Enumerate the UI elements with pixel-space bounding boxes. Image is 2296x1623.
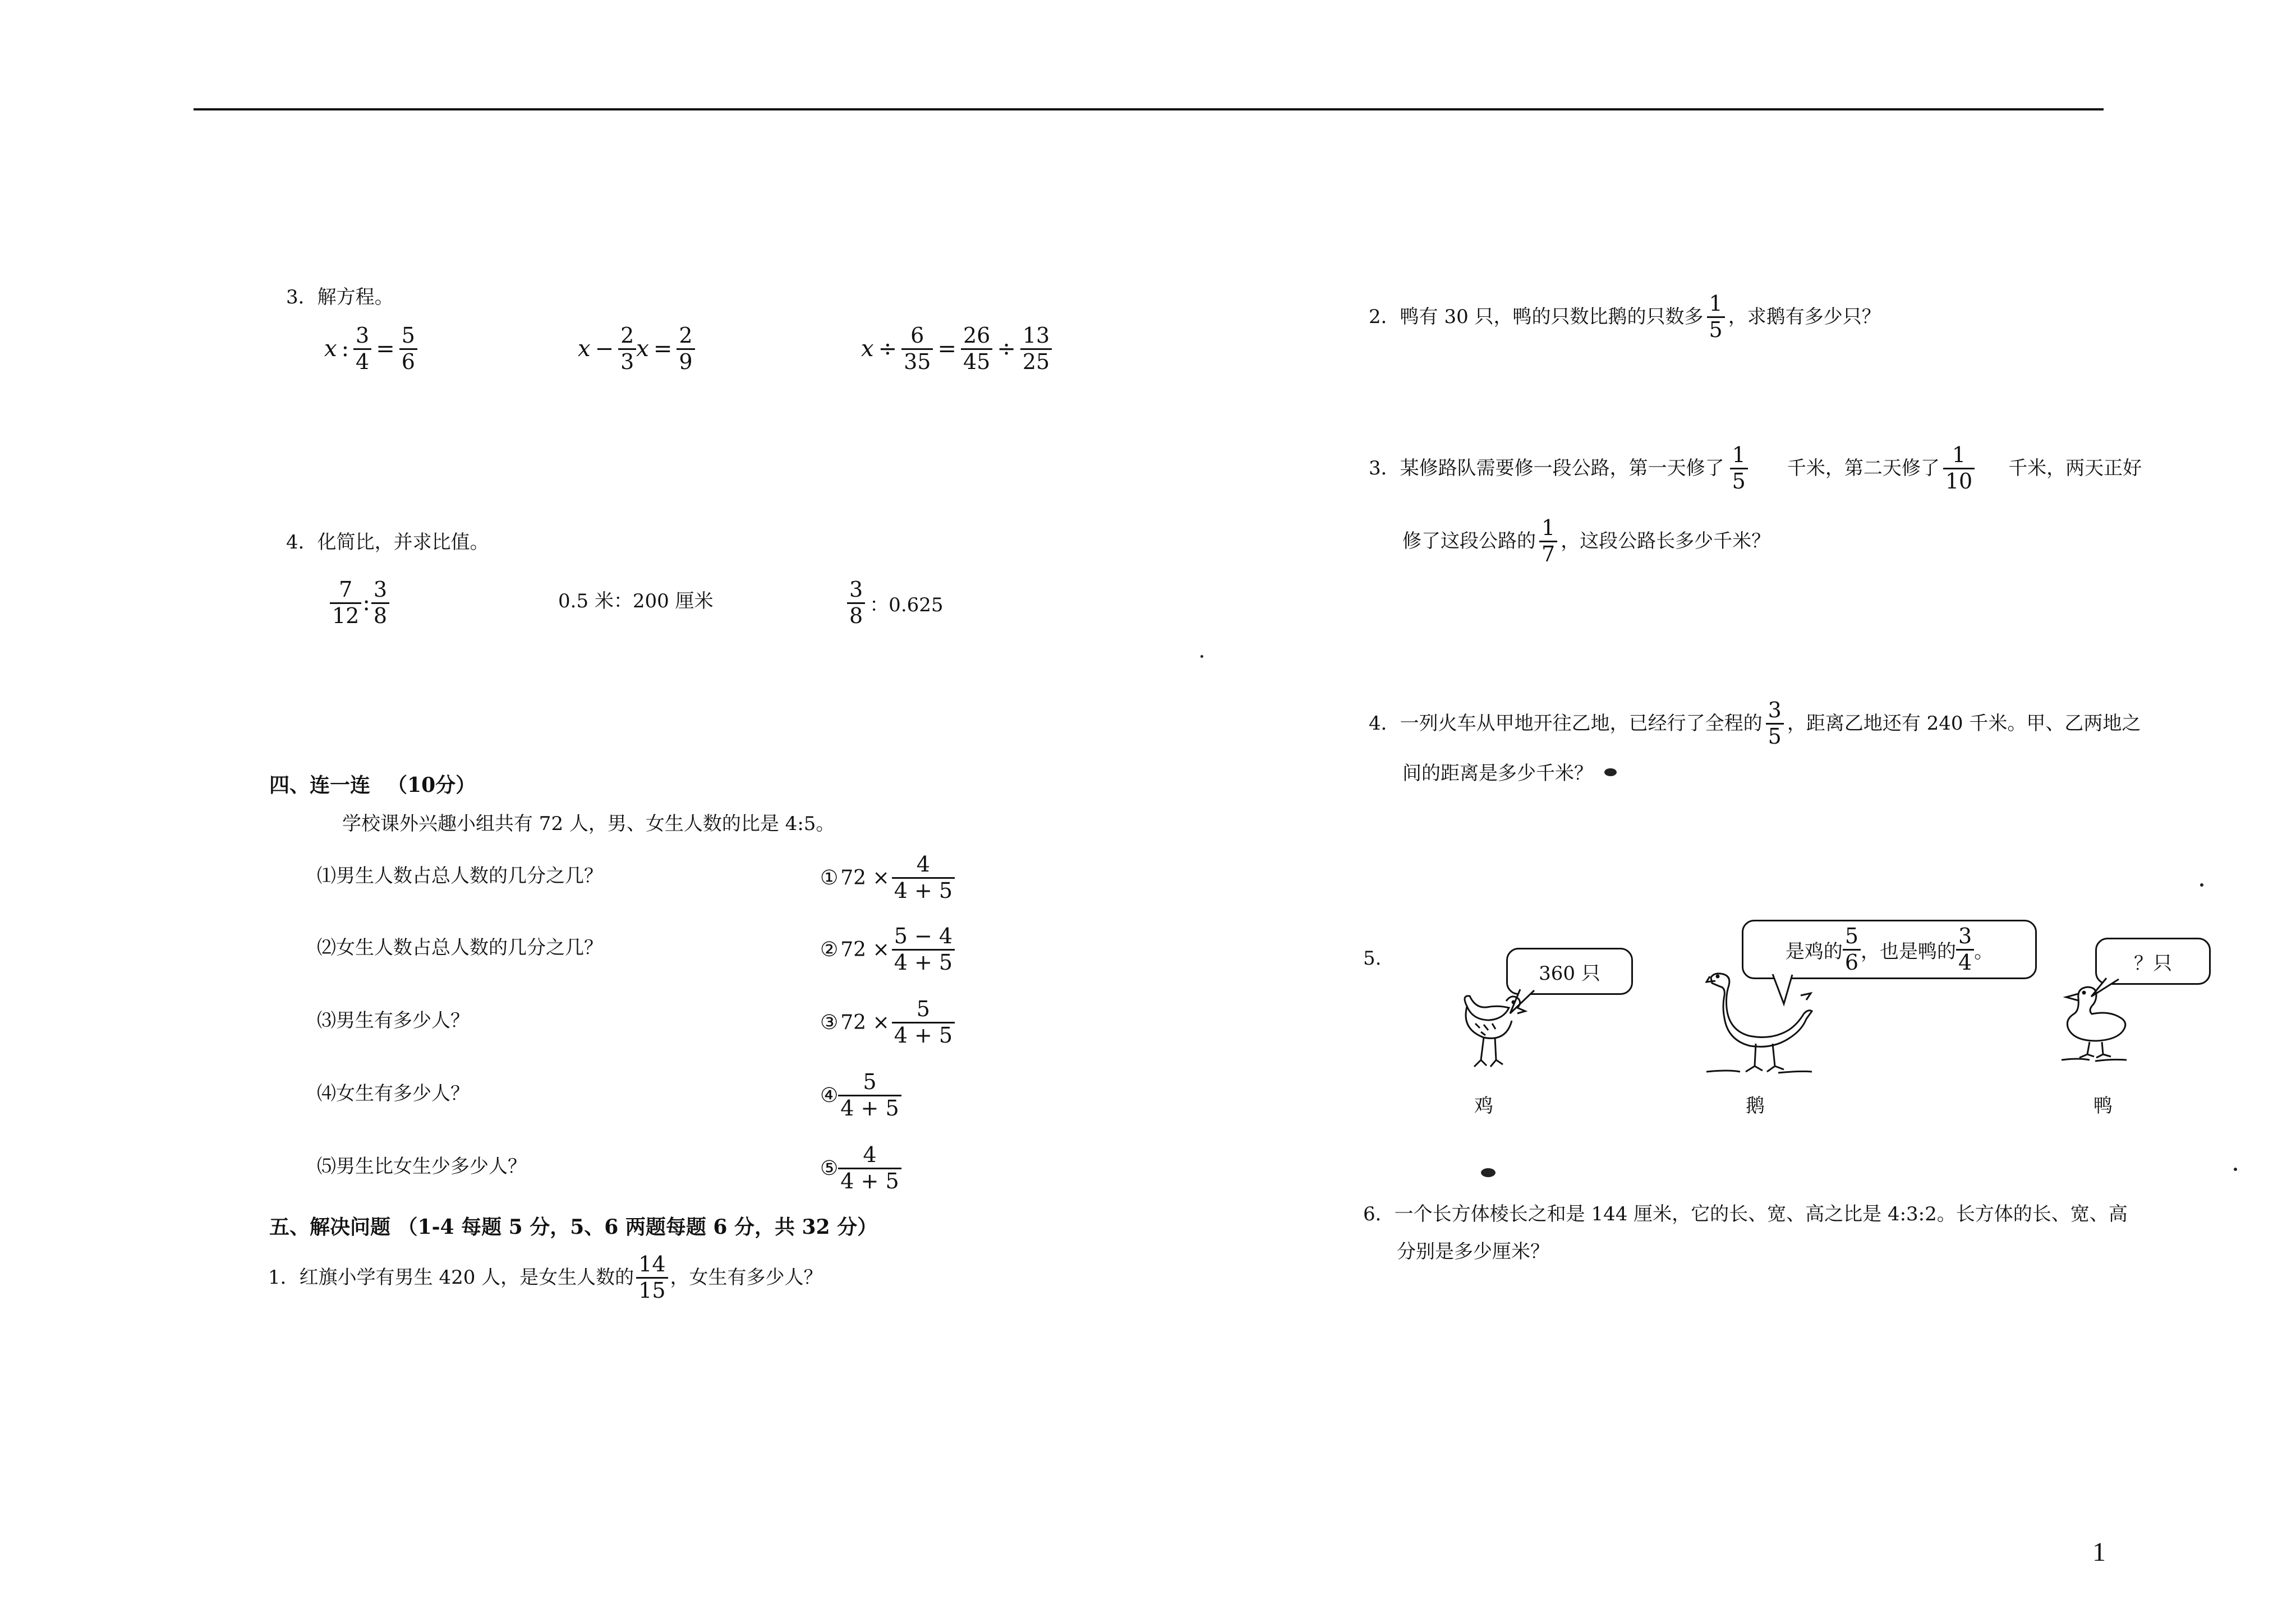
match-answer-2[interactable]: ② 72 × $\frac{5 - 4}{4 + 5}$ [820,924,955,975]
chicken-icon [1453,990,1543,1074]
problem-4-line1: 4．一列火车从甲地开往乙地，已经行了全程的 $\frac{3}{5}$ ，距离乙地还有 240 千米。甲、乙两地之 [1369,698,2141,749]
problem-2: 2．鸭有 30 只，鸭的只数比鹅的只数多 $\frac{1}{5}$ ，求鹅有多少只？ [1369,291,1881,342]
equation-1: x : $\frac{3}{4}$ = $\frac{5}{6}$ [324,324,417,374]
scan-speck [1200,655,1203,658]
problem-5-number: 5. [1363,947,1382,970]
part5-heading: 五、解决问题 （1-4 每题 5 分，5、6 两题每题 6 分，共 32 分） [269,1215,878,1239]
match-answer-3[interactable]: ③ 72 × $\frac{5}{4 + 5}$ [820,997,955,1048]
match-answer-5[interactable]: ⑤ $\frac{4}{4 + 5}$ [820,1143,901,1193]
scan-speck [1481,1168,1496,1177]
problem-1: 1．红旗小学有男生 420 人，是女生人数的 $\frac{14}{15}$ ，女生有多少人？ [268,1252,823,1303]
match-answer-4[interactable]: ④ $\frac{5}{4 + 5}$ [820,1070,901,1121]
match-question-3[interactable]: ⑶男生有多少人？ [317,1009,470,1032]
duck-icon [2056,981,2140,1066]
sec4-title: 4．化简比，并求比值。 [286,531,489,554]
sec3-title: 3．解方程。 [286,286,394,308]
equation-3: x ÷ $\frac{6}{35}$ = $\frac{26}{45}$ ÷ $\frac{13}{25}$ [861,324,1052,374]
scan-speck [1604,768,1617,776]
problem-6-line2: 分别是多少厘米？ [1397,1241,1549,1263]
speech-bubble-duck: ？只 [2095,938,2211,985]
problem-6-line1: 6．一个长方体棱长之和是 144 厘米，它的长、宽、高之比是 4:3:2。长方体的长、宽、高 [1363,1203,2128,1225]
equation-2: x − $\frac{2}{3}$ x = $\frac{2}{9}$ [578,324,695,374]
part4-heading: 四、连一连 （10分） [269,773,476,797]
speech-bubble-chicken: 360 只 [1506,948,1633,995]
top-rule [194,108,2104,110]
ratio-2: 0.5 米：200 厘米 [558,590,714,612]
label-chicken: 鸡 [1474,1095,1493,1117]
problem-3-line2: 修了这段公路的 $\frac{1}{7}$ ，这段公路长多少千米？ [1402,515,1771,566]
page-number: 1 [2092,1537,2106,1567]
match-question-1[interactable]: ⑴男生人数占总人数的几分之几？ [317,865,603,887]
match-answer-1[interactable]: ① 72 × $\frac{4}{4 + 5}$ [820,852,955,903]
match-question-5[interactable]: ⑸男生比女生少多少人？ [317,1155,527,1178]
match-question-2[interactable]: ⑵女生人数占总人数的几分之几？ [317,937,603,959]
problem-4-line2: 间的距离是多少千米？ [1402,762,1593,785]
ratio-3: $\frac{3}{8}$ ：0.625 [847,578,948,628]
part4-intro: 学校课外兴趣小组共有 72 人，男、女生人数的比是 4:5。 [342,813,835,835]
problem-3-line1: 3．某修路队需要修一段公路，第一天修了 $\frac{1}{5}$ 千米，第二天修了 $\frac{1}{10}$ 千米，两天正好 [1369,442,2142,494]
goose-icon [1705,962,1829,1080]
label-goose: 鹅 [1746,1095,1765,1117]
speech-bubble-goose: 是鸡的 $\frac{5}{6}$ ，也是鸭的 $\frac{3}{4}$ 。 [1742,920,2037,979]
scan-speck [2234,1168,2237,1171]
scan-speck [2200,883,2203,887]
ratio-1: $\frac{7}{12}$ : $\frac{3}{8}$ [330,578,389,628]
match-question-4[interactable]: ⑷女生有多少人？ [317,1082,470,1105]
label-duck: 鸭 [2093,1095,2113,1117]
